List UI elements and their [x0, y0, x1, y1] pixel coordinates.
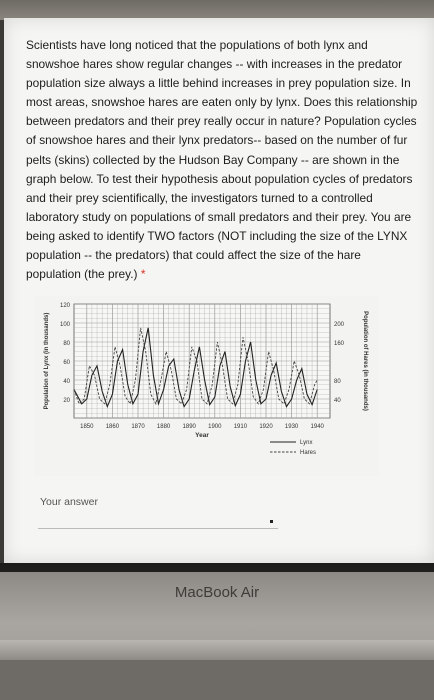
x-tick-label: 1940 [310, 424, 324, 430]
x-tick-label: 1860 [105, 424, 120, 430]
x-tick-label: 1920 [259, 424, 273, 430]
form-screen [4, 18, 434, 563]
photo-top-edge [0, 0, 434, 20]
mouse-cursor [270, 520, 273, 523]
x-tick-label: 1870 [131, 424, 145, 430]
laptop-brand: MacBook Air [174, 584, 260, 601]
y-tick-right-label: 80 [334, 379, 341, 385]
x-tick-label: 1910 [233, 424, 248, 430]
population-chart [34, 296, 379, 476]
y-tick-left-label: 80 [63, 341, 70, 347]
population-chart-svg [34, 296, 379, 476]
x-tick-label: 1890 [182, 424, 196, 430]
required-asterisk: * [140, 267, 146, 282]
y-tick-left-label: 100 [59, 322, 70, 328]
y-tick-left-label: 20 [63, 398, 70, 404]
x-tick-label: 1850 [80, 424, 94, 430]
y-tick-left-label: 60 [63, 360, 70, 366]
y-tick-left-label: 120 [59, 303, 70, 309]
question-text: Scientists have long noticed that the populations of both lynx and snowshoe hares show regular changes -- with increases in the predator population size always a little behind increases in prey population size. In most areas, snowshoe hares are eaten only by lynx. Does this relationship between predators and their prey really occur in nature? Population cycles of snowshoe hares and their lynx predators-- based on the number of fur pelts (skins) collected by the Hudson Bay Company -- are shown in the graph below. To test their hypothesis about population cycles of predators and their prey scientifically, the investigators turned to a controlled laboratory study on populations of small predators and their prey. You are being asked to identify TWO factors (NOT including the size of the LYNX population -- the predators) that could affect the size of the hare population (the prey.) * [26, 38, 418, 282]
y-tick-left-label: 40 [63, 379, 70, 385]
y-tick-right-label: 40 [334, 398, 341, 404]
y-tick-right-label: 160 [334, 341, 345, 347]
x-tick-label: 1880 [156, 424, 171, 430]
x-axis-label: Year [195, 432, 209, 439]
legend-label: Lynx [300, 440, 313, 446]
y-axis-left-label: Population of Lynx (in thousands) [44, 312, 50, 410]
laptop-lower [0, 660, 434, 700]
laptop-hinge [0, 640, 434, 660]
y-tick-right-label: 200 [334, 322, 345, 328]
answer-label: Your answer [40, 496, 98, 508]
answer-input[interactable] [38, 528, 278, 529]
legend-label: Hares [300, 450, 317, 456]
x-tick-label: 1900 [208, 424, 222, 430]
x-tick-label: 1930 [284, 424, 299, 430]
y-axis-right-label: Population of Hares (in thousands) [362, 311, 368, 411]
